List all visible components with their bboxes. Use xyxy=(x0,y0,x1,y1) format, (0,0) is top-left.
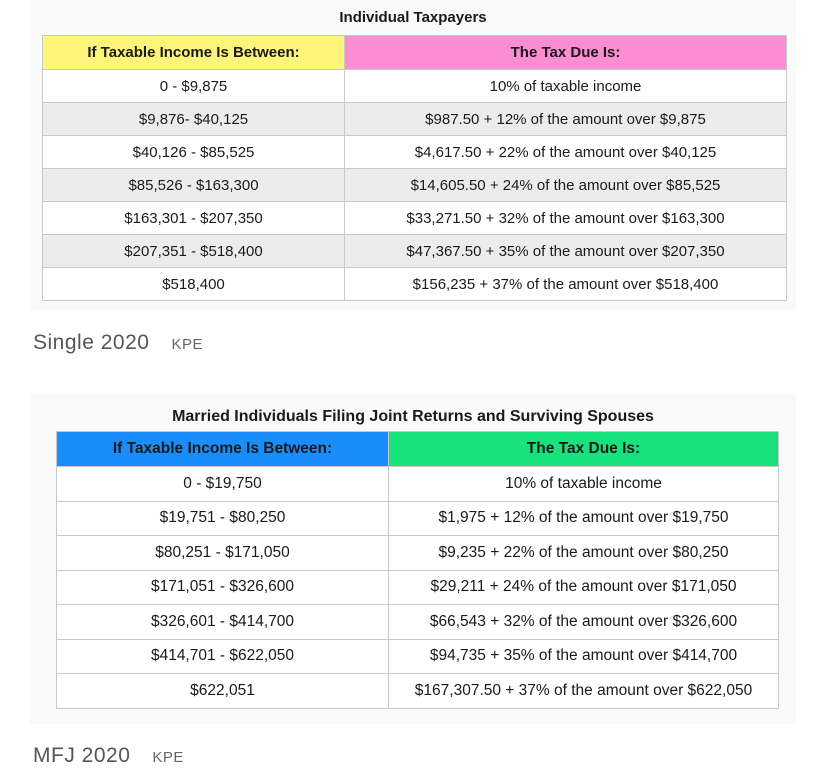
table-row xyxy=(43,70,787,103)
table-row xyxy=(43,202,787,235)
single-tax-table xyxy=(42,35,787,301)
table-row xyxy=(57,639,779,674)
income-range-cell: $9,876- $40,125 xyxy=(43,103,345,136)
tax-due-cell: $1,975 + 12% of the amount over $19,750 xyxy=(389,501,779,536)
table-row xyxy=(43,169,787,202)
table-row xyxy=(57,467,779,502)
income-range-cell: $171,051 - $326,600 xyxy=(57,570,389,605)
tax-due-cell: $47,367.50 + 35% of the amount over $207,350 xyxy=(345,235,787,268)
income-range-cell: $622,051 xyxy=(57,674,389,709)
caption-credit: KPE xyxy=(171,336,203,353)
income-range-header: If Taxable Income Is Between: xyxy=(43,36,345,70)
income-range-cell: $207,351 - $518,400 xyxy=(43,235,345,268)
tax-due-header: The Tax Due Is: xyxy=(389,432,779,467)
tax-due-header: The Tax Due Is: xyxy=(345,36,787,70)
income-range-cell: $414,701 - $622,050 xyxy=(57,639,389,674)
table-title: Individual Taxpayers xyxy=(339,9,487,26)
tax-due-cell: 10% of taxable income xyxy=(389,467,779,502)
income-range-cell: $85,526 - $163,300 xyxy=(43,169,345,202)
table-row xyxy=(43,103,787,136)
income-range-cell: 0 - $9,875 xyxy=(43,70,345,103)
income-range-header: If Taxable Income Is Between: xyxy=(57,432,389,467)
table-row xyxy=(57,536,779,571)
tax-due-cell: $987.50 + 12% of the amount over $9,875 xyxy=(345,103,787,136)
tax-due-cell: $33,271.50 + 32% of the amount over $163,300 xyxy=(345,202,787,235)
caption-text: MFJ 2020 xyxy=(33,744,131,767)
caption-credit: KPE xyxy=(152,749,184,766)
table-header-row xyxy=(57,432,779,467)
single-tax-table-image xyxy=(30,0,796,310)
table-row xyxy=(57,501,779,536)
caption-text: Single 2020 xyxy=(33,331,150,354)
income-range-cell: 0 - $19,750 xyxy=(57,467,389,502)
table-row xyxy=(43,136,787,169)
table-row xyxy=(57,570,779,605)
income-range-cell: $19,751 - $80,250 xyxy=(57,501,389,536)
table-header-row xyxy=(43,36,787,70)
mfj-tax-table xyxy=(56,431,779,709)
income-range-cell: $40,126 - $85,525 xyxy=(43,136,345,169)
table-row xyxy=(43,235,787,268)
tax-due-cell: $14,605.50 + 24% of the amount over $85,525 xyxy=(345,169,787,202)
tax-due-cell: $66,543 + 32% of the amount over $326,600 xyxy=(389,605,779,640)
tax-due-cell: $167,307.50 + 37% of the amount over $622,050 xyxy=(389,674,779,709)
mfj-caption xyxy=(33,744,184,768)
tax-due-cell: 10% of taxable income xyxy=(345,70,787,103)
tax-due-cell: $94,735 + 35% of the amount over $414,700 xyxy=(389,639,779,674)
table-title: Married Individuals Filing Joint Returns and Surviving Spouses xyxy=(172,408,654,425)
income-range-cell: $163,301 - $207,350 xyxy=(43,202,345,235)
tax-due-cell: $29,211 + 24% of the amount over $171,050 xyxy=(389,570,779,605)
income-range-cell: $326,601 - $414,700 xyxy=(57,605,389,640)
mfj-tax-table-image xyxy=(30,394,796,724)
table-row xyxy=(57,605,779,640)
table-row xyxy=(43,268,787,301)
tax-due-cell: $156,235 + 37% of the amount over $518,400 xyxy=(345,268,787,301)
tax-due-cell: $4,617.50 + 22% of the amount over $40,125 xyxy=(345,136,787,169)
table-row xyxy=(57,674,779,709)
single-caption xyxy=(33,331,203,355)
tax-due-cell: $9,235 + 22% of the amount over $80,250 xyxy=(389,536,779,571)
income-range-cell: $518,400 xyxy=(43,268,345,301)
income-range-cell: $80,251 - $171,050 xyxy=(57,536,389,571)
